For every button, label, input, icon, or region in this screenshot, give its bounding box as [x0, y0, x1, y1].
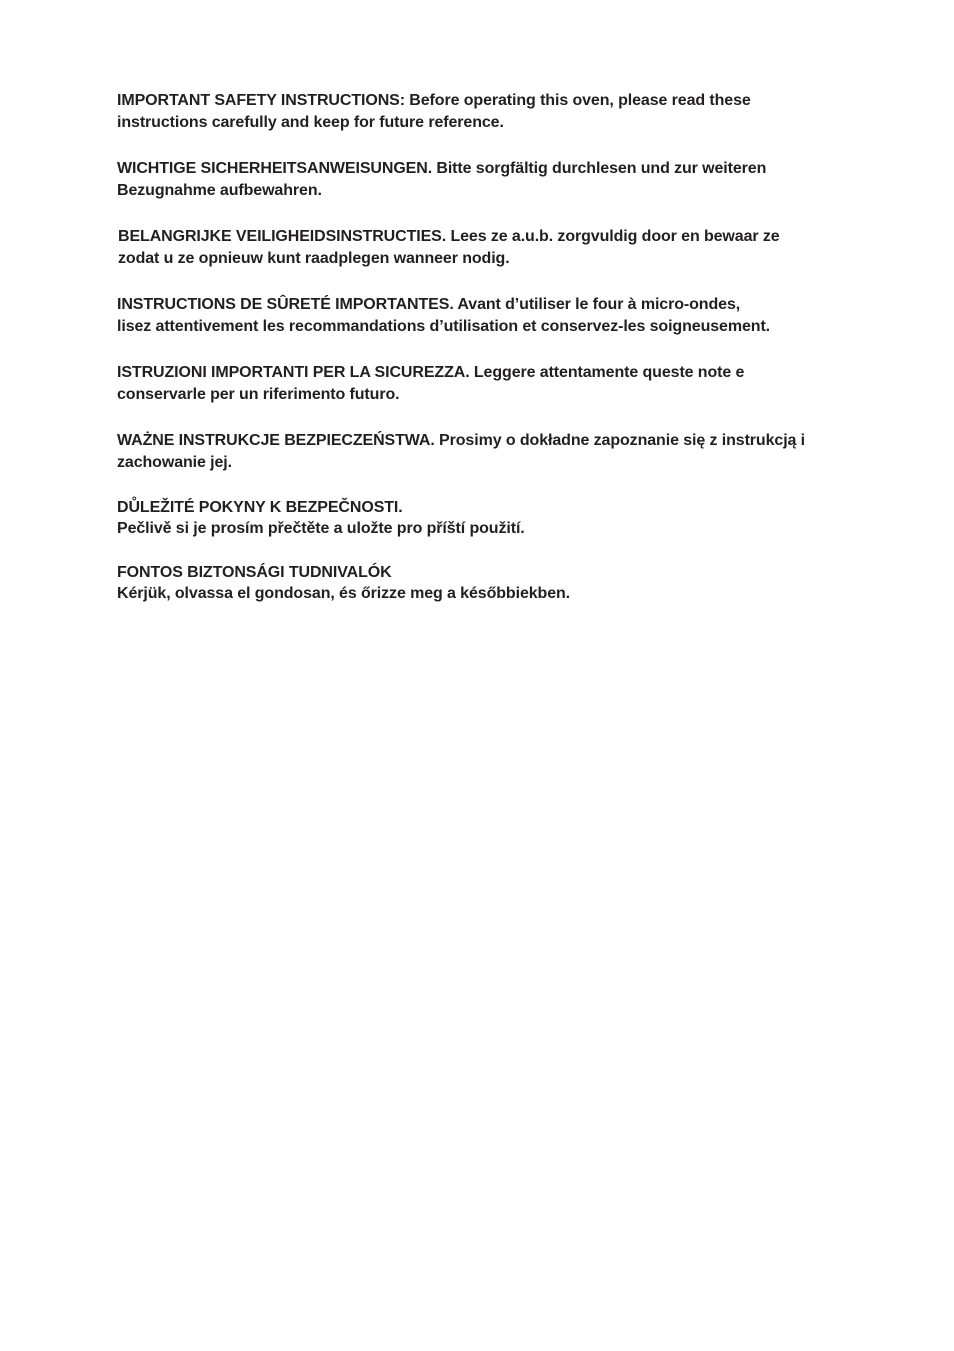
safety-notice-pl	[117, 430, 917, 474]
safety-notice-fr-line-1: INSTRUCTIONS DE SÛRETÉ IMPORTANTES. Avant d’utiliser le four à micro-ondes,	[117, 296, 741, 313]
safety-notice-cs-line-1: DŮLEŽITÉ POKYNY K BEZPEČNOSTI.	[117, 499, 403, 516]
safety-notice-hu	[117, 562, 917, 604]
safety-notice-en-line-1: IMPORTANT SAFETY INSTRUCTIONS: Before operating this oven, please read these	[117, 92, 751, 109]
safety-notice-fr-line-2: lisez attentivement les recommandations d’utilisation et conservez-les soigneusement.	[117, 318, 771, 335]
safety-notice-pl-line-2: zachowanie jej.	[117, 454, 232, 471]
safety-notice-hu-line-1: FONTOS BIZTONSÁGI TUDNIVALÓK	[117, 564, 392, 581]
safety-notice-cs-line-2: Pečlivě si je prosím přečtěte a uložte pro příští použití.	[117, 520, 525, 537]
safety-notice-fr	[117, 294, 917, 338]
safety-notice-cs	[117, 497, 917, 539]
safety-notice-en-line-2: instructions carefully and keep for future reference.	[117, 114, 504, 131]
safety-notice-pl-line-1: WAŻNE INSTRUKCJE BEZPIECZEŃSTWA. Prosimy o dokładne zapoznanie się z instrukcją i	[117, 432, 806, 449]
safety-notice-de-line-2: Bezugnahme aufbewahren.	[117, 182, 322, 199]
safety-notice-it-line-1: ISTRUZIONI IMPORTANTI PER LA SICUREZZA. Leggere attentamente queste note e	[117, 364, 745, 381]
safety-notice-hu-line-2: Kérjük, olvassa el gondosan, és őrizze meg a későbbiekben.	[117, 585, 571, 602]
safety-notice-de	[117, 158, 917, 202]
safety-notice-it	[117, 362, 917, 406]
safety-notice-nl-line-2: zodat u ze opnieuw kunt raadplegen wanneer nodig.	[118, 250, 510, 267]
safety-notice-nl-line-1: BELANGRIJKE VEILIGHEIDSINSTRUCTIES. Lees ze a.u.b. zorgvuldig door en bewaar ze	[118, 228, 780, 245]
safety-notice-de-line-1: WICHTIGE SICHERHEITSANWEISUNGEN. Bitte sorgfältig durchlesen und zur weiteren	[117, 160, 767, 177]
safety-notice-nl	[118, 226, 918, 270]
safety-notice-en	[117, 90, 917, 134]
safety-notice-it-line-2: conservarle per un riferimento futuro.	[117, 386, 400, 403]
